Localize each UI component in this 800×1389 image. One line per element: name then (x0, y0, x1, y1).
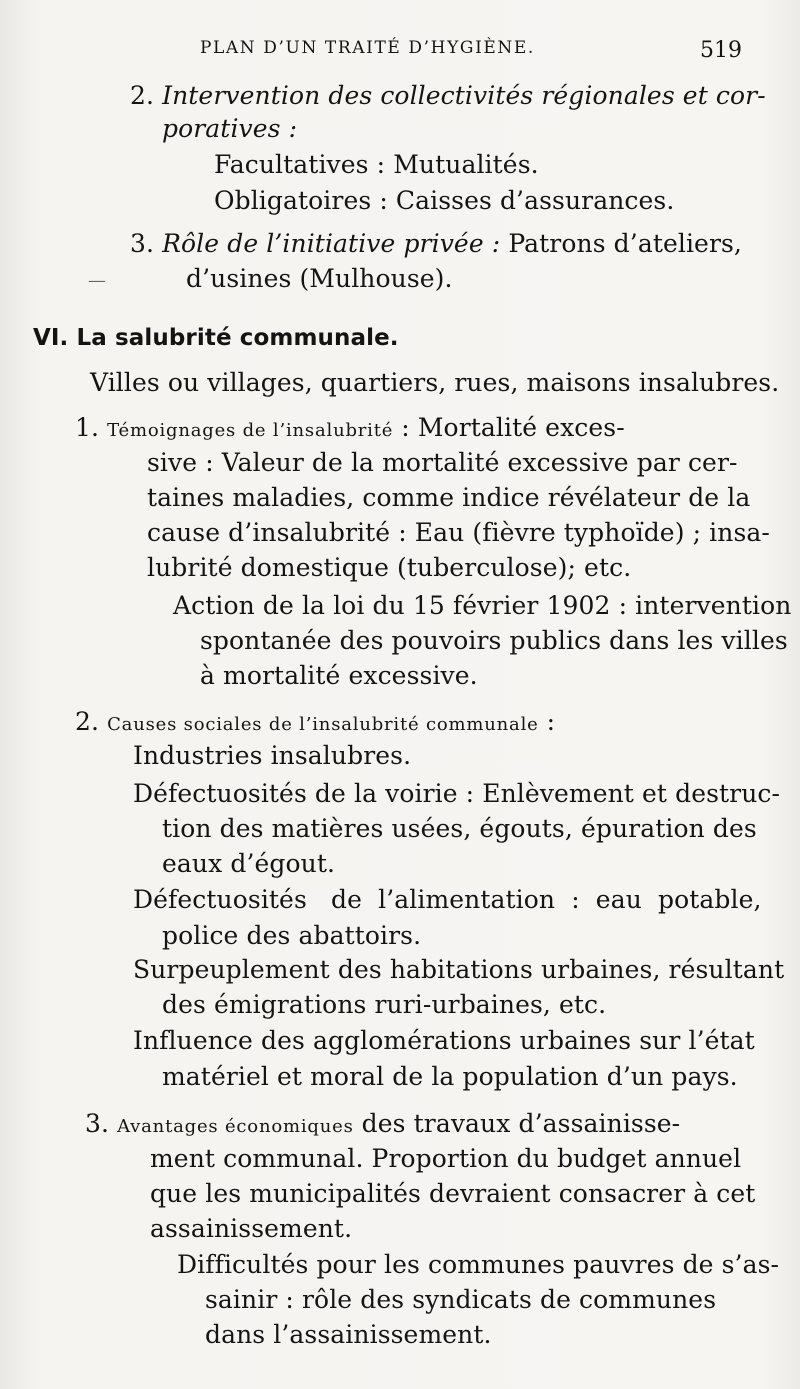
p2-item-b-line-3: eaux d’égout. (162, 849, 336, 878)
p2-title: Causes sociales de l’insalubrité communale (107, 714, 539, 735)
margin-dash-mark: — (88, 270, 106, 291)
p3-sub-line-2: sainir : rôle des syndicats de communes (205, 1285, 717, 1314)
p2-item-d-line-1: Surpeuplement des habitations urbaines, résultant (133, 955, 785, 984)
p2-item-d-line-2: des émigrations ruri-urbaines, etc. (162, 990, 607, 1019)
running-header: PLAN D’UN TRAITÉ D’HYGIÈNE. (200, 38, 535, 58)
p2-item-c-line-2: police des abattoirs. (162, 921, 422, 950)
item-3-line-1: 3. Rôle de l’initiative privée : Patrons d’ateliers, (130, 229, 742, 258)
section-vi-intro: Villes ou villages, quartiers, rues, maisons insalubres. (90, 368, 780, 397)
p3-line-3: que les municipalités devraient consacrer à cet (150, 1179, 756, 1208)
p1-sub-line-3: à mortalité excessive. (200, 661, 478, 690)
p3-line-1: 3. Avantages économiques des travaux d’assainisse- (85, 1109, 681, 1138)
p3-title: Avantages économiques (117, 1116, 354, 1137)
item-2-title-line-1: 2. Intervention des collectivités régionales et cor- (130, 81, 766, 110)
section-vi-heading: VI. La salubrité communale. (33, 325, 399, 351)
p2-item-a: Industries insalubres. (133, 741, 412, 770)
p1-sub-line-2: spontanée des pouvoirs publics dans les villes (200, 626, 788, 655)
p1-line-4: cause d’insalubrité : Eau (fièvre typhoïde) ; insa- (147, 518, 770, 547)
item-2-obligatoires: Obligatoires : Caisses d’assurances. (214, 186, 675, 215)
p2-heading: 2. Causes sociales de l’insalubrité communale : (75, 707, 556, 736)
p1-title: Témoignages de l’insalubrité (107, 420, 394, 441)
item-2-title-line-2: poratives : (162, 114, 298, 143)
p3-line-4: assainissement. (150, 1214, 353, 1243)
p2-item-b-line-2: tion des matières usées, égouts, épuration des (162, 814, 757, 843)
p3-sub-line-3: dans l’assainissement. (205, 1320, 492, 1349)
p1-line-5: lubrité domestique (tuberculose); etc. (147, 553, 632, 582)
p3-line-2: ment communal. Proportion du budget annuel (150, 1144, 742, 1173)
item-3-line-2: d’usines (Mulhouse). (186, 264, 453, 293)
p1-line-1: 1. Témoignages de l’insalubrité : Mortalité exces- (75, 413, 625, 442)
p2-item-b-line-1: Défectuosités de la voirie : Enlèvement et destruc- (133, 779, 781, 808)
p1-line-2: sive : Valeur de la mortalité excessive par cer- (147, 448, 738, 477)
item-2-facultatives: Facultatives : Mutualités. (214, 150, 539, 179)
p2-item-e-line-1: Influence des agglomérations urbaines sur l’état (133, 1026, 755, 1055)
p3-sub-line-1: Difficultés pour les communes pauvres de s’as- (177, 1250, 780, 1279)
p2-item-e-line-2: matériel et moral de la population d’un pays. (162, 1062, 738, 1091)
p2-item-c-line-1: Défectuosités de l’alimentation : eau potable, (133, 885, 762, 914)
p1-line-3: taines maladies, comme indice révélateur de la (147, 483, 751, 512)
page-number: 519 (700, 38, 742, 63)
p1-sub-line-1: Action de la loi du 15 février 1902 : intervention (173, 591, 792, 620)
